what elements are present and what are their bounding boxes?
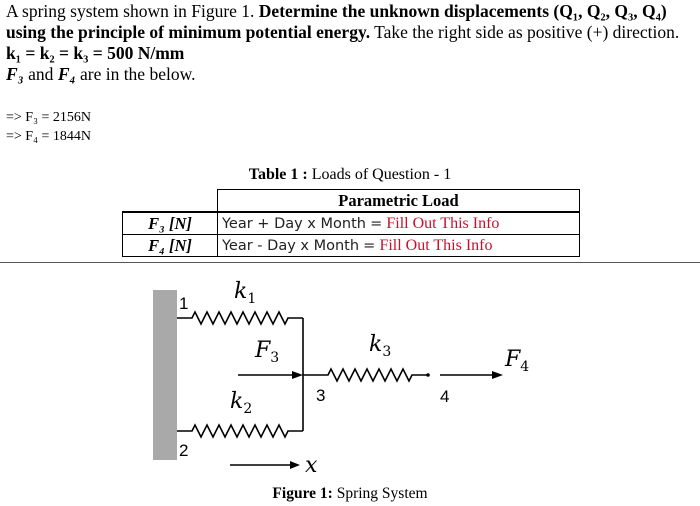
- spring-system-figure: [0, 262, 700, 484]
- figure-caption-text: Spring System: [336, 485, 428, 502]
- svg-text:k2: [230, 389, 252, 417]
- figure-caption: [0, 485, 700, 503]
- table-row: [123, 235, 580, 257]
- node-4-label: 4: [440, 387, 450, 406]
- node-2-label: 2: [179, 441, 189, 460]
- forces-note: are in the below.: [79, 64, 196, 84]
- fixed-wall: [153, 290, 177, 460]
- table-caption-number: Table 1 :: [248, 166, 308, 183]
- problem-lead: A spring system shown in Figure 1.: [6, 1, 255, 21]
- row-value-f3: [218, 212, 580, 235]
- node-4-point: [426, 373, 430, 377]
- f3-subscript: 3: [270, 350, 280, 366]
- formula-f3: Year + Day x Month: [222, 216, 366, 232]
- fill-f4: Fill Out This Info: [379, 237, 493, 254]
- forces-and: and: [28, 64, 54, 84]
- node-1-label: 1: [179, 294, 189, 313]
- stiffness-values: k₁ = k₂ = k₃ = 500 N/mm: [6, 43, 185, 63]
- table-caption: [0, 166, 700, 184]
- k2-subscript: 2: [243, 401, 253, 417]
- force-f4-label: F₄: [57, 64, 76, 84]
- sign-convention: Take the right side as positive (+) direction.: [374, 22, 680, 42]
- svg-text:F4: [504, 347, 529, 375]
- svg-text:k3: [369, 332, 391, 360]
- row-value-f4: [218, 235, 580, 257]
- equals-f4: =: [363, 238, 376, 254]
- fill-f3: Fill Out This Info: [386, 215, 500, 232]
- k1-subscript: 1: [247, 291, 257, 307]
- force-f3-label: F₃: [6, 64, 24, 84]
- spring-k3: [303, 369, 428, 381]
- figure-caption-number: Figure 1:: [272, 485, 333, 502]
- loads-table: [122, 189, 580, 257]
- svg-text:k1: [234, 279, 256, 307]
- node-3-label: 3: [316, 386, 326, 405]
- table-corner: [123, 190, 218, 213]
- force-f3-arrowhead: [292, 371, 303, 379]
- row-label-f3: F₃ [N]: [123, 212, 218, 235]
- k2-label: k: [230, 389, 244, 414]
- answer-f3: => F₃ = 2156N: [6, 110, 91, 125]
- f4-label: F: [505, 347, 521, 372]
- x-axis-arrowhead: [290, 461, 300, 469]
- force-f4-arrowhead: [492, 371, 503, 379]
- spring-k2: [177, 425, 303, 437]
- f3-label: F: [255, 338, 271, 363]
- f4-subscript: 4: [520, 359, 530, 375]
- x-axis-label: x: [305, 453, 318, 478]
- equals-f3: =: [370, 216, 383, 232]
- answer-f4: => F₄ = 1844N: [6, 129, 91, 144]
- table-header: Parametric Load: [218, 190, 580, 213]
- row-label-f4: F₄ [N]: [123, 235, 218, 257]
- answer-list: [6, 108, 91, 146]
- k3-label: k: [369, 332, 383, 357]
- table-caption-text: Loads of Question - 1: [311, 166, 452, 183]
- problem-task: Determine the unknown displacements (Q₁, Q₂, Q₃, Q₄) using the principle of minimum potential energy.: [6, 1, 667, 42]
- problem-statement: [6, 1, 696, 85]
- table-row: [123, 212, 580, 235]
- spring-k1: [177, 312, 303, 324]
- k3-subscript: 3: [382, 344, 392, 360]
- formula-f4: Year - Day x Month: [222, 238, 360, 254]
- k1-label: k: [234, 279, 248, 304]
- svg-text:F3: [254, 338, 279, 366]
